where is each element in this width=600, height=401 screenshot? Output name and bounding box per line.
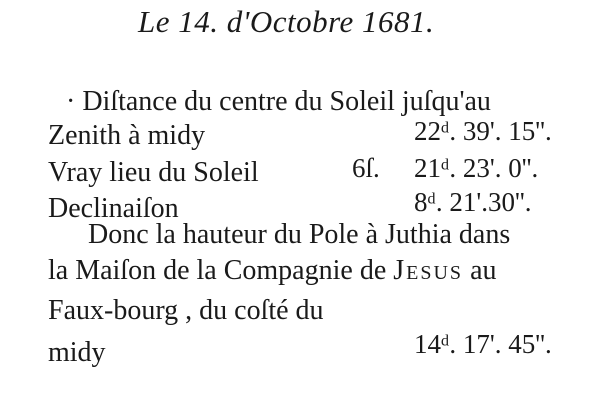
conclusion-jesus: Jesus xyxy=(393,255,464,286)
intro-line: · Diſtance du centre du Soleil juſqu'au xyxy=(66,86,491,117)
conclusion-line-4: midy xyxy=(48,337,106,368)
conclusion-line-3: Faux-bourg , du coſté du xyxy=(48,295,324,326)
row-label-vray-lieu: Vray lieu du Soleil xyxy=(48,157,259,188)
row-sign-vray-lieu: 6ſ. xyxy=(352,153,380,183)
conclusion-line-1: Donc la hauteur du Pole à Juthia dans xyxy=(88,219,511,250)
row-value-vray-lieu: 21ᵈ. 23'. 0''. xyxy=(414,153,539,183)
page-heading: Le 14. d'Octobre 1681. xyxy=(138,4,435,39)
row-label-declinaison: Declinaiſon xyxy=(48,193,179,224)
row-value-zenith: 22ᵈ. 39'. 15''. xyxy=(414,116,552,146)
row-label-zenith: Zenith à midy xyxy=(48,120,206,151)
conclusion-value: 14ᵈ. 17'. 45''. xyxy=(414,329,552,359)
conclusion-line-2-end: au xyxy=(463,255,497,286)
conclusion-line-2-start: la Maiſon de la Compagnie de xyxy=(48,255,394,286)
conclusion-line-2 xyxy=(48,257,497,285)
row-value-declinaison: 8ᵈ. 21'.30''. xyxy=(414,187,532,217)
